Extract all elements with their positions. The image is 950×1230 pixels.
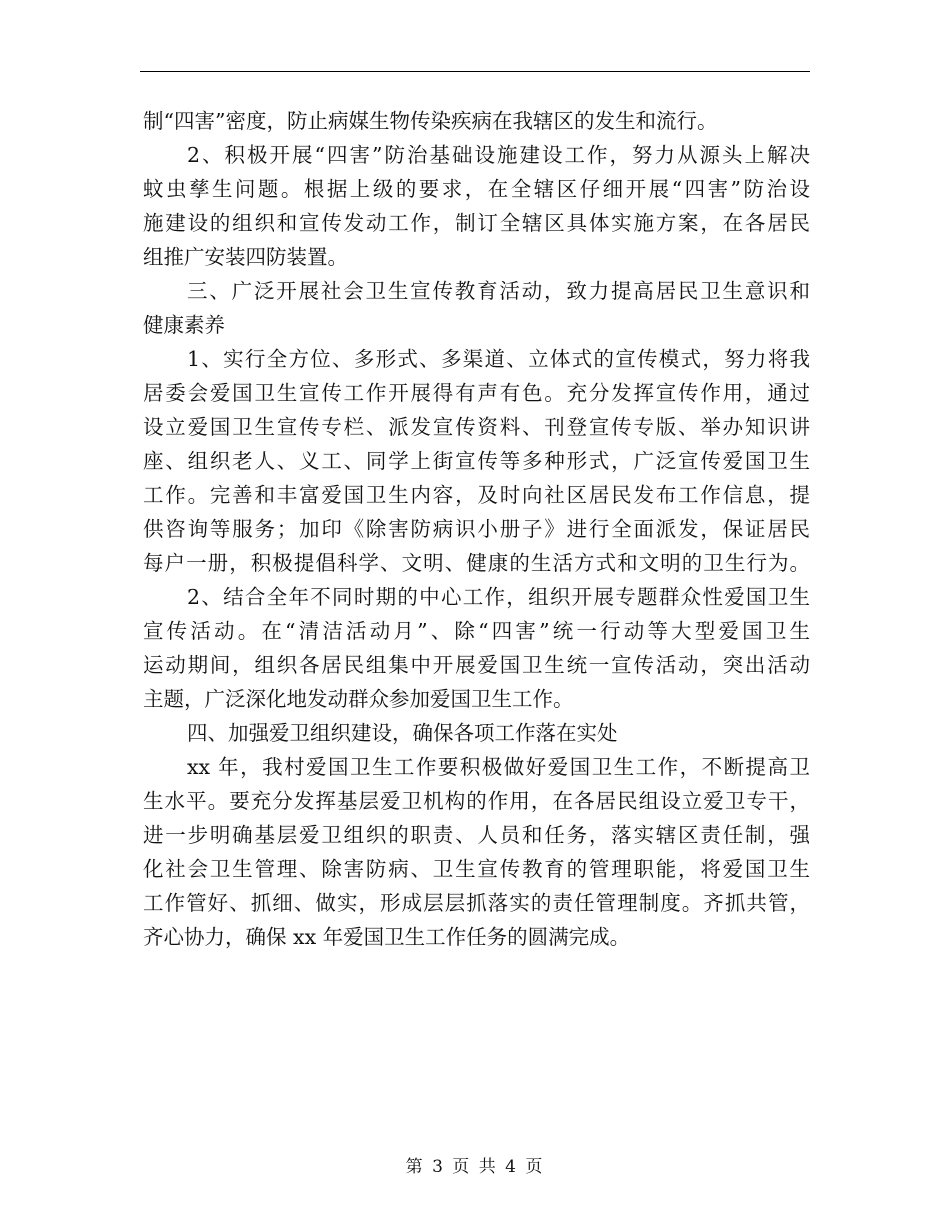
section-heading: 三、广泛开展社会卫生宣传教育活动，致力提高居民卫生意识和	[187, 279, 810, 303]
text-line: 1、实行全方位、多形式、多渠道、立体式的宣传模式，努力将我	[187, 347, 810, 371]
text-line: 供咨询等服务；加印《除害防病识小册子》进行全面派发，保证居民	[143, 517, 810, 541]
text-line: 制“四害”密度，防止病媒生物传染疾病在我辖区的发生和流行。	[143, 109, 718, 133]
header-rule	[140, 71, 810, 72]
text-line: 进一步明确基层爱卫组织的职责、人员和任务，落实辖区责任制，强	[143, 823, 810, 847]
text-line: 2、结合全年不同时期的中心工作，组织开展专题群众性爱国卫生	[187, 585, 810, 609]
page-number-footer: 第 3 页 共 4 页	[405, 1157, 545, 1177]
text-line: 座、组织老人、义工、同学上街宣传等多种形式，广泛宣传爱国卫生	[143, 449, 810, 473]
text-line: 宣传活动。在“清洁活动月”、除“四害”统一行动等大型爱国卫生	[143, 619, 810, 643]
text-line: 生水平。要充分发挥基层爱卫机构的作用，在各居民组设立爱卫专干，	[143, 789, 810, 813]
text-line: 化社会卫生管理、除害防病、卫生宣传教育的管理职能，将爱国卫生	[143, 857, 810, 881]
section-heading: 四、加强爱卫组织建设，确保各项工作落在实处	[187, 721, 618, 745]
text-line: 运动期间，组织各居民组集中开展爱国卫生统一宣传活动，突出活动	[143, 653, 810, 677]
section-heading: 健康素养	[143, 313, 225, 337]
text-line: 每户一册，积极提倡科学、文明、健康的生活方式和文明的卫生行为。	[143, 551, 810, 575]
text-line: 工作管好、抓细、做实，形成层层抓落实的责任管理制度。齐抓共管，	[143, 891, 810, 915]
text-line: xx 年，我村爱国卫生工作要积极做好爱国卫生工作，不断提高卫	[187, 755, 810, 779]
text-line: 组推广安装四防装置。	[143, 245, 348, 269]
document-body	[143, 104, 810, 954]
text-line: 设立爱国卫生宣传专栏、派发宣传资料、刊登宣传专版、举办知识讲	[143, 415, 810, 439]
text-line: 蚊虫孳生问题。根据上级的要求，在全辖区仔细开展“四害”防治设	[143, 177, 810, 201]
text-line: 工作。完善和丰富爱国卫生内容，及时向社区居民发布工作信息，提	[143, 483, 810, 507]
text-line: 施建设的组织和宣传发动工作，制订全辖区具体实施方案，在各居民	[143, 211, 810, 235]
text-line: 齐心协力，确保 xx 年爱国卫生工作任务的圆满完成。	[143, 925, 631, 949]
text-line: 居委会爱国卫生宣传工作开展得有声有色。充分发挥宣传作用，通过	[143, 381, 810, 405]
text-line: 2、积极开展“四害”防治基础设施建设工作，努力从源头上解决	[187, 143, 810, 167]
text-line: 主题，广泛深化地发动群众参加爱国卫生工作。	[143, 687, 574, 711]
